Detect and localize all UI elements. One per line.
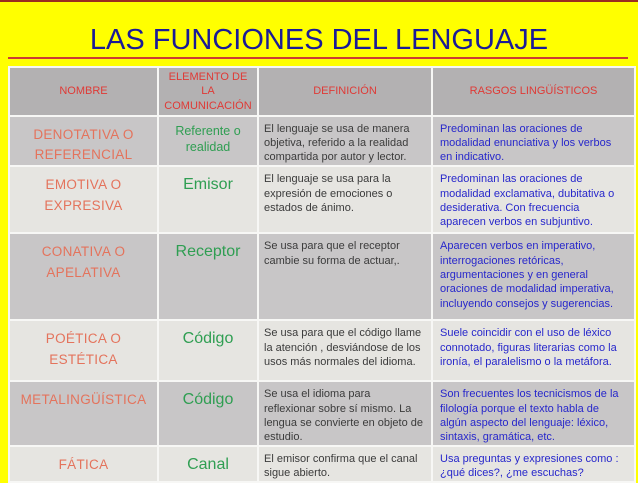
definicion-cell: El emisor confirma que el canal sigue abierto. (259, 447, 431, 481)
rasgos-cell: Predominan las oraciones de modalidad exclamativa, dubitativa o desiderativa. Con frecuencia aparecen verbos en subjuntivo. (433, 167, 634, 232)
definicion-cell: Se usa para que el receptor cambie su forma de actuar,. (259, 234, 431, 319)
elemento-cell: Canal (159, 447, 257, 481)
elemento-cell: Código (159, 382, 257, 444)
page-title: LAS FUNCIONES DEL LENGUAJE (89, 24, 549, 56)
nombre-cell: EMOTIVA O EXPRESIVA (10, 167, 157, 232)
table-row-denotativa (10, 117, 634, 166)
rasgos-cell: Usa preguntas y expresiones como : ¿qué dices?, ¿me escuchas? (433, 447, 634, 481)
nombre-cell: DENOTATIVA O REFERENCIAL (10, 117, 157, 166)
table-row-fatica (10, 447, 634, 481)
table-row-poetica (10, 321, 634, 380)
definicion-cell: El lenguaje se usa para la expresión de emociones o estados de ánimo. (259, 167, 431, 232)
column-header-rasgos: RASGOS LINGÜÍSTICOS (433, 68, 634, 115)
nombre-cell: FÁTICA (10, 447, 157, 481)
elemento-cell: Receptor (159, 234, 257, 319)
rasgos-cell: Son frecuentes los tecnicismos de la filología porque el texto habla de algún aspecto del lenguaje: léxico, sintaxis, gramática, etc. (433, 382, 634, 444)
header-row (10, 68, 634, 115)
rasgos-cell: Predominan las oraciones de modalidad enunciativa y los verbos en indicativo. (433, 117, 634, 166)
definicion-cell: El lenguaje se usa de manera objetiva, referido a la realidad compartida por autor y lector. (259, 117, 431, 166)
column-header-nombre: NOMBRE (10, 68, 157, 115)
elemento-cell: Código (159, 321, 257, 380)
table-row-metalinguistica (10, 382, 634, 444)
table-row-emotiva (10, 167, 634, 232)
functions-table (8, 66, 636, 483)
slide-top-edge (0, 0, 638, 2)
table-row-conativa (10, 234, 634, 319)
title-underline (8, 57, 628, 59)
column-header-definicion: DEFINICIÓN (259, 68, 431, 115)
nombre-cell: CONATIVA O APELATIVA (10, 234, 157, 319)
table-header (10, 68, 634, 115)
nombre-cell: METALINGÜÍSTICA (10, 382, 157, 444)
nombre-cell: POÉTICA O ESTÉTICA (10, 321, 157, 380)
elemento-cell: Referente o realidad (159, 117, 257, 166)
rasgos-cell: Suele coincidir con el uso de léxico connotado, figuras literarias como la ironía, el paralelismo o la metáfora. (433, 321, 634, 380)
elemento-cell: Emisor (159, 167, 257, 232)
rasgos-cell: Aparecen verbos en imperativo, interrogaciones retóricas, argumentaciones y en general oraciones de modalidad imperativa, incluyendo consejos y sugerencias. (433, 234, 634, 319)
column-header-elemento: ELEMENTO DE LA COMUNICACIÓN (159, 68, 257, 115)
definicion-cell: Se usa para que el código llame la atención , desviándose de los usos más normales del idioma. (259, 321, 431, 380)
table-body (10, 117, 634, 481)
definicion-cell: Se usa el idioma para reflexionar sobre sí mismo. La lengua se convierte en objeto de estudio. (259, 382, 431, 444)
